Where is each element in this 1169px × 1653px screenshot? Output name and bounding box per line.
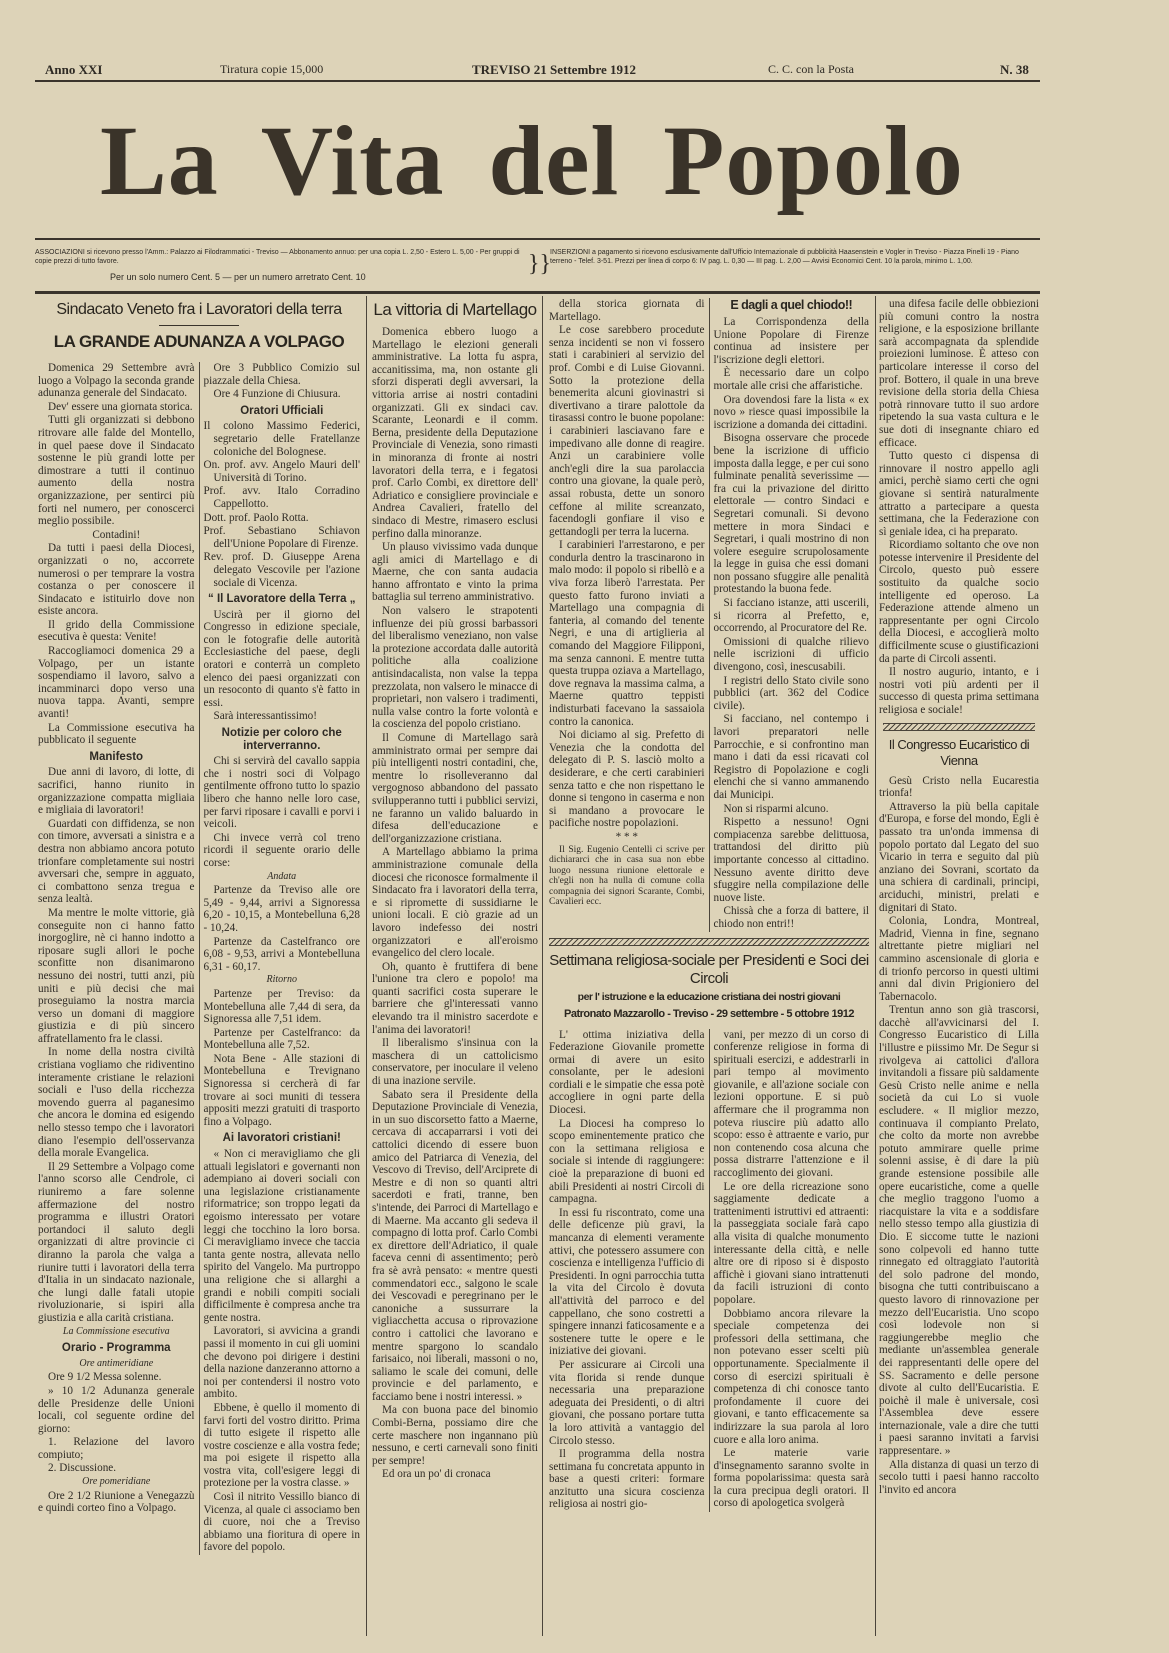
paragraph: Ore antimeridiane xyxy=(79,1357,154,1369)
section-heading: Manifesto xyxy=(89,750,144,763)
subscription-info: ASSOCIAZIONI si ricevono presso l'Amm.: Palazzo ai Filodrammatici - Treviso — Abbonamento annuo: per una copia L. 2,50 - Estero L. 5,00 - Per gruppi di copie prezzi di tutto favore. xyxy=(35,249,520,265)
paragraph: Non valsero le strapotenti influenze dei più grossi barbassori del liberalismo veneziano, non valse la protezione accordata dalle autorità politiche alla coalizione antisindacalista, non valse la teppa prezzolata, non valsero le minacce di proprietari, non valsero i tradimenti, nulla valse contro la forte volontà e la coscienza del popolo cristiano. xyxy=(372,605,538,731)
paragraph: Omissioni di qualche rilievo nelle iscrizioni di ufficio divengono, così, inescusabili. xyxy=(713,635,869,674)
paragraph: Si facciano istanze, atti uscerili, si ricorra al Prefetto, e, occorrendo, al Procuratore del Re. xyxy=(713,597,869,635)
paragraph: Ore 2 1/2 Riunione a Venegazzù e quindi corteo fino a Volpago. xyxy=(38,1489,195,1515)
postal-info: C. C. con la Posta xyxy=(768,62,854,76)
martellago-column-2 xyxy=(545,298,709,932)
paragraph: 1. Relazione del lavoro compiuto; xyxy=(38,1436,195,1461)
advertising-info: INSERZIONI a pagamento si ricevono esclusivamente dall'Ufficio Internazionale di pubblicità Haasenstein e Vogler in Treviso - Piazza Pinelli 19 - Piano terreno - Telef. 3-51. Prezzi per linea di corpo 6: IV pag. L. 0,30 — III pag. L. 2,00 — Avvisi Economici Cent. 10 la parola, minimo L. 1,00. xyxy=(550,249,1019,265)
paragraph: Trentun anno son già trascorsi, dacchè all'avvicinarsi del I. Congresso Eucaristico di Lilla l'illustre e piissimo Mr. De Segur si rivolgeva ai cattolici d'allora invitandoli a fissare più saldamente Gesù Cristo nelle anime e nella società da cui Lo si vuole escludere. « Il miglior mezzo, continuava il compianto Prelato, che colto da morte non avrebbe potuto ammirare quelle prime solenni assise, è di dare la più grande estensione possibile alle opere eucaristiche, come a quelle che meglio traggono l'uomo a riacquistare la vita e a soddisfare nello stesso tempo alla giustizia di Dio. E siccome tutte le nazioni sono colpevoli ed hanno tutte rinnegato ed oltraggiato l'autorità del solo padrone del mondo, bisogna che tutti contribuiscano a questo lavoro di rinnovazione per mezzo dell'Eucaristia. Uno scopo così lodevole non si raggiungerebbe meglio che mediante un'assemblea generale dei rappresentanti delle opere del SS. Sacramento e delle persone divote al culto dell'Eucaristia. E poichè il male è universale, così l'Assemblea deve essere internazionale, vale a dire che tutti i paesi saranno invitati a farvisi rappresentare. » xyxy=(879,1004,1039,1458)
paragraph: Partenze per Castelfranco: da Montebelluna alle 7,52. xyxy=(203,1026,360,1052)
paragraph: Rev. prof. D. Giuseppe Arena delegato Vescovile per l'azione sociale di Vicenza. xyxy=(203,551,360,589)
paragraph: Le materie varie d'insegnamento saranno svolte in forma popolarissima: questa sarà la cura precipua degli oratori. Il corso di apologetica svolgerà xyxy=(713,1447,869,1510)
paragraph: Per assicurare ai Circoli una vita florida si rende dunque necessaria una preparazione adeguata dei Presidenti, o di altri giovani, che possano portare tutta la loro attività a vantaggio del Circolo stesso. xyxy=(549,1358,705,1447)
paragraph: Il 29 Settembre a Volpago come l'anno scorso alle Cendrole, ci riuniremo a fare solenne affermazione del nostro programma e illustri Oratori portandoci il saluto degli organizzati di altre provincie ci diranno la parola che valga a riunire tutti i lavoratori della terra d'Italia in un sindacato nazionale, che lungi dalle fatali utopie rivoluzionarie, si ispiri alla giustizia e alla carità cristiana. xyxy=(38,1160,195,1324)
paragraph: Non si risparmi alcuno. xyxy=(723,802,829,815)
paragraph: I carabinieri l'arrestarono, e per condurla dentro la trascinarono in malo modo: il popolo si ribellò e a viva forza liberò l'arrestata. Per questo fatto furono inviati a Martellago una compagnia di fanteria, al comando del tenente Negri, e una di artiglieria al comando del Maggiore Filipponi, ma senza cannoni. E mentre tutta questa truppa oziava a Martellago, dove regnava la massima calma, a Maerne quattro teppisti indisturbati facevano la sassaiola contro la canonica. xyxy=(549,539,705,728)
paragraph: Guardati con diffidenza, se non con timore, avversati a sinistra e a destra non abbiamo ancora potuto trionfare completamente sui nostri avversari che, sempre in agguato, ci combattono senza tregua e senza lealtà. xyxy=(38,817,195,906)
paragraph: Il Comune di Martellago sarà amministrato ormai per sempre dai più intelligenti nostri contadini, che, mentre lo risolleveranno dal vergognoso abbandono del passato svilupperanno tutti i pubblici servizi, ne faranno un valido baluardo in difesa dell'educazione e dell'organizzazione cristiana. xyxy=(372,732,538,845)
paragraph: Da tutti i paesi della Diocesi, organizzati o no, accorrete numerosi o per temprare la vostra costanza o per conoscere il Sindacato e istituirlo dove non esiste ancora. xyxy=(38,542,195,618)
section-heading: Oratori Ufficiali xyxy=(240,404,324,417)
brace-divider: }} xyxy=(528,251,552,277)
paragraph: Attraverso la più bella capitale d'Europa, e forse del mondo, Egli è passato tra un'onda immensa di popolo portato dal Legato del suo Vicario in terra e seguito dal più anziano dei Sovrani, scortato da una schiera di cardinali, principi, arciduchi, ministri, prelati e dignitari di Stato. xyxy=(879,800,1039,914)
paragraph: Ma con buona pace del binomio Combi-Berna, possiamo dire che certe maschere non ingannano più nessuno, e certi carnevali sono finiti per sempre! xyxy=(372,1404,538,1467)
settimana-column-2 xyxy=(709,1029,874,1513)
paragraph: vani, per mezzo di un corso di conferenze religiose in forma di spirituali esercizi, e addestrarli in pari tempo al movimento giovanile, e all'azione sociale con lezioni opportune. E si può affermare che il programma non poteva riuscire più adatto allo scopo: esso è attraente e vario, pur non contenendo cosa alcuna che possa distrarre l'attenzione e il raccoglimento dei giovani. xyxy=(713,1028,869,1180)
paragraph: Oh, quanto è fruttifera di bene l'unione tra clero e popolo! ma quanti sacrifici costa superare le barriere che gl'interessati vanno elevando tra il ministro sacerdote e l'anima dei lavoratori! xyxy=(372,960,538,1036)
article-headline: Settimana religiosa-sociale per Presidenti e Soci dei Circoli xyxy=(549,951,869,987)
paragraph: Gesù Cristo nella Eucarestia trionfa! xyxy=(879,774,1039,800)
paragraph: Sabato sera il Presidente della Deputazione Provinciale di Venezia, in un suo discorsetto fatto a Maerne, cercava di accaparrarsi i voti dei cattolici dicendo di essere buon amico del Patriarca di Venezia, del Vescovo di Treviso, dell'Arciprete di Mestre e di non so quanti altri sacerdoti e frati, tranne, ben s'intende, dei Parroci di Martellago e di Maerne. Ma accanto gli sedeva il compagno di lotta prof. Carlo Combi ex direttore dell'Adriatico, il quale faceva cenni di assentimento; però fra sè avrà pensato: « mentre questi commendatori ecc., salgono le scale dei Vescovadi e peregrinano per le canoniche a sussurrare la vigliacchetta accusa o riprovazione contro i cattolici che lavorano e mentre spargono lo scandalo farisaico, noi liberali, massoni o no, saliamo le scale dei comuni, delle provincie e del parlamento, e facciamo bene i nostri interessi. » xyxy=(372,1088,538,1403)
paragraph: Raccogliamoci domenica 29 a Volpago, per un istante sospendiamo il lavoro, salvo a incamminarci dopo verso una nuova tappa. Avanti, sempre avanti! xyxy=(38,645,195,721)
ornamental-divider xyxy=(883,723,1035,731)
sindacato-columns xyxy=(34,362,364,1555)
section-heading: Notizie per coloro che interverranno. xyxy=(221,727,342,752)
paragraph: Le ore della ricreazione sono saggiamente dedicate a trattenimenti istruttivi ed attraenti: la passeggiata sociale farà capo alla visita di qualche monumento interessante della città, e nelle altre ore di riposo si è disposto affichè i giovani siano intrattenuti da facili istruzioni di conto popolare. xyxy=(713,1180,869,1306)
paragraph: Ritorno xyxy=(266,974,298,986)
section-heading: Orario - Programma xyxy=(61,1342,171,1355)
ornamental-divider xyxy=(549,938,869,946)
article-headline: Sindacato Veneto fra i Lavoratori della terra xyxy=(56,301,342,318)
paragraph: Prof. Sebastiano Schiavon dell'Unione Popolare di Firenze. xyxy=(203,525,360,550)
dateline: TREVISO 21 Settembre 1912 xyxy=(472,62,637,77)
paragraph: In nome della nostra civiltà cristiana vogliamo che ridiventino interamente cristiane le relazioni sociali e l'uso della ricchezza movendo guerra al paganesimo che ancora le domina ed esigendo nello stesso tempo che i lavoratori diano l'esempio dell'osservanza della morale Evangelica. xyxy=(38,1046,195,1160)
paragraph: Prof. avv. Italo Corradino Cappellotto. xyxy=(203,485,360,510)
center-right-block xyxy=(545,298,873,1512)
paragraph: Rispetto a nessuno! Ogni compiacenza sarebbe delittuosa, trattandosi del diritto più importante concesso al cittadino. Nessuno avente diritto deve sfuggire nella compilazione delle nuove liste. xyxy=(713,816,869,904)
masthead xyxy=(100,92,1060,230)
paragraph: Il nostro augurio, intanto, e i nostri voti più ardenti per il successo di questa prima settimana religiosa e sociale! xyxy=(879,666,1039,716)
paragraph: Uscirà per il giorno del Congresso in edizione speciale, con le fotografie delle autorità Ecclesiastiche del paese, degli oratori e conterrà un completo elenco dei paesi organizzati con un resoconto di quanto s'è fatto in essi. xyxy=(203,608,360,709)
paragraph: Si facciano, nel contempo i lavori preparatori nelle Parrocchie, e si confrontino man mano i dati da essi ricavati col Registro di Popolazione e cogli elenchi che si vanno ammanendo dai Municipi. xyxy=(713,713,869,801)
paragraph: La Commissione esecutiva ha pubblicato il seguente xyxy=(38,721,195,747)
paragraph: Il Sig. Eugenio Centelli ci scrive per dichiararci che in casa sua non ebbe luogo nessuna riunione elettorale e ch'egli non ha nulla di comune colla compagnia dei signori Scarante, Combi, Cavalieri ecc. xyxy=(549,844,705,908)
paragraph: Due anni di lavoro, di lotte, di sacrifici, hanno riunito in organizzazione compatta migliaia e migliaia di lavoratori! xyxy=(38,766,195,817)
paragraph: Ore 9 1/2 Messa solenne. xyxy=(48,1371,162,1384)
paragraph: Alla distanza di quasi un terzo di secolo tutti i paesi hanno raccolto l'invito ed ancora xyxy=(879,1458,1039,1496)
paragraph: Dobbiamo ancora rilevare la speciale competenza dei professori della settimana, che non potevano esser scelti più opportunamente. Specialmente il corso di esercizi spirituali è competenza di chi conosce tanto profondamente il cuore dei giovani, e tanto efficacemente sa indirizzare la sua parola al loro cuore e alla loro anima. xyxy=(713,1307,869,1446)
paragraph: Contadini! xyxy=(92,528,141,541)
paragraph: La Corrispondenza della Unione Popolare di Firenze continua ad insistere per l'iscrizione degli elettori. xyxy=(713,316,869,366)
article-headline: E dagli a quel chiodo!! xyxy=(730,298,853,312)
year: Anno XXI xyxy=(45,62,103,77)
paragraph: Tutti gli organizzati si debbono ritrovare alle falde del Montello, in quel paese dove il Sindacato sostenne le più grandi lotte per dimostrare a tutti il continuo aumento della nostra organizzazione, per sentirci più forti nel numero, per conoscerci meglio possibile. xyxy=(38,414,195,528)
sindacato-article xyxy=(34,300,364,1555)
martellago-column-1 xyxy=(370,326,540,1481)
paragraph: Nota Bene - Alle stazioni di Montebelluna e Trevignano Signoressa si cercherà di far trovare ai soci muniti di tessera appositi mezzi gratuiti di trasporto fino a Volpago. xyxy=(203,1052,360,1128)
divider xyxy=(159,325,239,326)
paragraph: A Martellago abbiamo la prima amministrazione comunale della diocesi che riconosce formalmente il Sindacato fra i lavoratori della terra, e si ripromette di sussidiarne le unioni locali. E ciò grazie ad un lavoro indefesso dei nostri organizzatori e all'eroismo evangelico del clero locale. xyxy=(372,846,538,960)
issue-info-bar xyxy=(45,62,1045,80)
paragraph: Ore 4 Funzione di Chiusura. xyxy=(213,388,341,401)
article-subtitle: per l' istruzione e la educazione cristiana dei nostri giovani xyxy=(577,990,841,1003)
paragraph: 2. Discussione. xyxy=(48,1462,117,1475)
column-rule xyxy=(875,296,876,1636)
martellago-article xyxy=(370,300,540,1482)
paragraph: Ore pomeridiane xyxy=(82,1476,151,1488)
right-column xyxy=(879,298,1039,1497)
paragraph: Dott. prof. Paolo Rotta. xyxy=(203,511,309,524)
paragraph: È necessario dare un colpo mortale alle crisi che affaristiche. xyxy=(713,367,869,392)
issue-number: N. 38 xyxy=(1000,62,1029,77)
paragraph: Partenze per Treviso: da Montebelluna alle 7,44 di sera, da Signoressa alle 7,51 idem. xyxy=(203,987,360,1026)
chiodo-article xyxy=(709,298,874,932)
paragraph: Ricordiamo soltanto che ove non potesse intervenire il Presidente del Circolo, questo può essere sostituito da qualche socio intelligente ed operoso. La Federazione attende almeno un rappresentante per ogni Circolo della Diocesi, e accoglierà molto difficilmente scuse o giustificazioni da parte di Circoli assenti. xyxy=(879,539,1039,665)
article-subheadline: LA GRANDE ADUNANZA A VOLPAGO xyxy=(53,332,345,351)
paragraph: Chissà che a forza di battere, il chiodo non entri!! xyxy=(713,905,869,930)
paragraph: una difesa facile delle obbiezioni più comuni contro la nostra religione, e la esposizione brillante sarà accompagnata da splendide proiezioni luminose. È atteso con particolare interesse il corso del prof. Bottero, il quale in una breve revisione della storia della Chiesa potrà rinnovare tutto il suo ardore ripetendo la sua vasta cultura e le sue doti di insegnante chiaro ed efficace. xyxy=(879,298,1039,449)
congresso-column xyxy=(879,775,1039,1497)
paragraph: * * * xyxy=(615,830,638,843)
paragraph: Andata xyxy=(267,870,297,882)
newspaper-title: La Vita del Popolo xyxy=(100,105,964,216)
paragraph: » 10 1/2 Adunanza generale delle Presidenze delle Unioni locali, col seguente ordine del giorno: xyxy=(38,1384,195,1435)
paragraph: La Commissione esecutiva xyxy=(62,1325,170,1337)
paragraph: In essi fu riscontrato, come una delle deficenze più gravi, la mancanza di elementi veramente attivi, che potessero assumere con coscienza e intelligenza l'ufficio di Presidenti. In ogni parrocchia tutta la vita del Circolo è dovuta all'attività del parroco e del cappellano, che sono costretti a spingere innanzi faticosamente e a sostenere tutte le opere e le iniziative dei giovani. xyxy=(549,1206,705,1358)
paragraph: Il programma della nostra settimana fu concretata appunto in base a questi criteri: formare anzitutto una sicura coscienza religiosa ai nostri gio- xyxy=(549,1448,705,1511)
paragraph: Ore 3 Pubblico Comizio sul piazzale della Chiesa. xyxy=(203,362,360,387)
paragraph: Le cose sarebbero procedute senza incidenti se non vi fossero stati i carabinieri al servizio del prof. Combi e di Luise Giovanni. Sotto la protezione della benemerita alcuni giovinastri si divertivano a tirare palottole da tirasassi contro le buone popolane: i carabinieri lasciavano fare e impedivano alle donne di reagire. Anzi un carabiniere volle anch'egli dire la sua parolaccia contro una giovane, la quale però, assai robusta, dette un sonoro ceffone al milite screanzato, facendogli gonfiare il viso e gettandogli per terra la lucerna. xyxy=(549,324,705,538)
paragraph: Così il nitrito Vessillo bianco di Vicenza, al quale ci associamo ben di cuore, noi che a Treviso abbiamo una fioritura di opere in favore del popolo. xyxy=(203,1491,360,1554)
event-place-dates: Patronato Mazzarollo - Treviso - 29 settembre - 5 ottobre 1912 xyxy=(564,1007,854,1020)
paragraph: On. prof. avv. Angelo Mauri dell' Università di Torino. xyxy=(203,459,360,484)
settimana-column-3 xyxy=(879,298,1039,717)
paragraph: « Non ci meravigliamo che gli attuali legislatori e governanti non adempiano ai doveri sociali con una legislazione cristianamente riformatrice; son troppo legati da egoismo interessato per votare leggi che tocchino la loro borsa. Ci meravigliamo invece che taccia tanta gente nostra, allevata nello spirito del Vangelo. Ma purtroppo una religione che si allarghi a grandi e nobili compiti sociali difficilmente è compresa anche tra gente nostra. xyxy=(203,1148,360,1324)
paragraph: Domenica 29 Settembre avrà luogo a Volpago la seconda grande adunanza generale del Sindacato. xyxy=(38,362,195,400)
article-headline: La vittoria di Martellago xyxy=(373,300,537,319)
paragraph: Dev' essere una giornata storica. xyxy=(48,400,193,413)
print-run: Tiratura copie 15,000 xyxy=(220,62,324,76)
column-rule xyxy=(366,296,367,1636)
paragraph: Partenze da Treviso alle ore 5,49 - 9,44, arrivi a Signoressa 6,20 - 10,15, a Montebelluna 6,28 - 10,24. xyxy=(203,884,360,934)
paragraph: della storica giornata di Martellago. xyxy=(549,298,705,323)
divider xyxy=(35,291,1040,294)
paragraph: L' ottima iniziativa della Federazione Giovanile promette ormai di avere un esito consolante, per le adesioni cordiali e le simpatie che essa potè accogliere in ogni parte della Diocesi. xyxy=(549,1028,705,1117)
paragraph: Ora dovendosi fare la lista « ex novo » riesce quasi impossibile la iscrizione a domanda dei cittadini. xyxy=(713,393,869,431)
paragraph: La Diocesi ha compreso lo scopo eminentemente pratico che con la settimana religiosa e sociale si intende di raggiungere: cioè la preparazione di buoni ed abili Presidenti ai nostri Circoli di campagna. xyxy=(549,1117,705,1206)
paragraph: Chi si servirà del cavallo sappia che i nostri soci di Volpago gentilmente offrono tutto lo spazio libero che hanno nelle loro case, per farvi riposare i cavalli e porvi i veicoli. xyxy=(203,755,360,831)
paragraph: Il grido della Commissione esecutiva è questa: Venite! xyxy=(38,618,195,644)
paragraph: Domenica ebbero luogo a Martellago le elezioni generali amministrative. La lotta fu aspra, accanitissima, ma, non ostante gli sforzi disperati degli avversari, la vittoria arrise ai nostri contadini organizzati. Gli ex sindaci cav. Scarante, Leonardi e il comm. Berna, presidente della Deputazione Provinciale di Venezia, sono rimasti in minoranza di fronte ai nostri lavoratori della terra, e i fegatosi prof. Carlo Combi, ex direttore dell' Adriatico e consigliere provinciale e Andrea Cavalieri, fratello del sindaco di Mestre, rimasero esclusi perfino dalla minoranze. xyxy=(372,326,538,540)
sindacato-column-1 xyxy=(34,362,199,1555)
paragraph: I registri dello Stato civile sono pubblici (art. 362 del Codice civile). xyxy=(713,674,869,712)
paragraph: Il colono Massimo Federici, segretario delle Fratellanze coloniche del Bolognese. xyxy=(203,420,360,458)
article-headline: Il Congresso Eucaristico di Vienna xyxy=(888,736,1030,768)
divider xyxy=(35,238,1040,240)
sindacato-column-2 xyxy=(199,362,365,1555)
paragraph: Ebbene, è quello il momento di farvi forti del vostro diritto. Prima di tutto esigete il rispetto alle vostre coscienze e alla vostra fede; ma poi esigete il rispetto alla vostra vita, coll'esigere leggi di protezione per la vostra classe. » xyxy=(203,1401,360,1490)
column-rule xyxy=(542,296,543,1636)
divider xyxy=(35,80,1040,82)
short-articles-row xyxy=(545,298,873,932)
settimana-columns xyxy=(545,1029,873,1513)
settimana-column-1 xyxy=(545,1029,709,1513)
paragraph: Il liberalismo s'insinua con la maschera di un cattolicismo conservatore, per inoculare il veleno di una inazione servile. xyxy=(372,1037,538,1088)
paragraph: Partenze da Castelfranco ore 6,08 - 9,53, arrivi a Montebelluna 6,31 - 60,17. xyxy=(203,935,360,973)
paragraph: Tutto questo ci dispensa di rinnovare il nostro appello agli amici, perchè siamo certi che ogni giovane si sentirà naturalmente attratto a partecipare a questa settimana, che la Federazione con sì geniale idea, ci ha preparato. xyxy=(879,450,1039,538)
paragraph: Lavoratori, si avvicina a grandi passi il momento in cui gli uomini che devono poi dirigere i destini della nazione danzeranno attorno a noi per contendersi il nostro voto ambito. xyxy=(203,1325,360,1401)
paragraph: Colonia, Londra, Montreal, Madrid, Vienna in fine, segnano altrettante pietre migliari nel cammino ascensionale di gloria e di trionfo percorso in questi ultimi anni dal divin Prigioniero del Tabernacolo. xyxy=(879,915,1039,1003)
section-heading: “ Il Lavoratore della Terra „ xyxy=(208,593,356,606)
paragraph: Noi diciamo al sig. Prefetto di Venezia che la condotta del delegato di P. S. lasciò molto a desiderare, e che certi carabinieri senza tatto e che non rispettano le donne si tengono in caserma e non si mandano a provocare le pacifiche nostre popolazioni. xyxy=(549,729,705,830)
paragraph: Bisogna osservare che procede bene la iscrizione di ufficio imposta dalla legge, e per cui sono fulminate penalità severissime — fra cui la privazione del diritto elettorale — contro Sindaci e Segretari comunali. Si devono mettere in mora Sindaci e Segretari, i quali mostrino di non volere eseguire scrupolosamente la legge in guisa che essi domani non possano sfuggire alle penalità protestando la buona fede. xyxy=(713,432,869,596)
paragraph: Sarà interessantissimo! xyxy=(213,710,317,723)
section-heading: Ai lavoratori cristiani! xyxy=(222,1132,341,1145)
paragraph: Chi invece verrà col treno ricordi il seguente orario delle corse: xyxy=(203,831,360,869)
paragraph: Un plauso vivissimo vada dunque agli amici di Martellago e di Maerne, che con santa audacia hanno affrontato e vinto la prima battaglia sul terreno amministrativo. xyxy=(372,541,538,604)
chiodo-column xyxy=(714,316,870,931)
paragraph: Ed ora un po' di cronaca xyxy=(382,1468,491,1481)
price-info: Per un solo numero Cent. 5 — per un numero arretrato Cent. 10 xyxy=(110,272,366,282)
paragraph: Ma mentre le molte vittorie, già conseguite non ci hanno fatto inorgoglire, nè ci hanno indotto a riposare sugli allori le poche sconfitte non disanimarono nessuno dei nostri, tutti anzi, più uniti e più decisi che mai proseguiamo la nostra marcia verso un domani di maggiore giustizia e di più sincero affratellamento fra le classi. xyxy=(38,906,195,1045)
